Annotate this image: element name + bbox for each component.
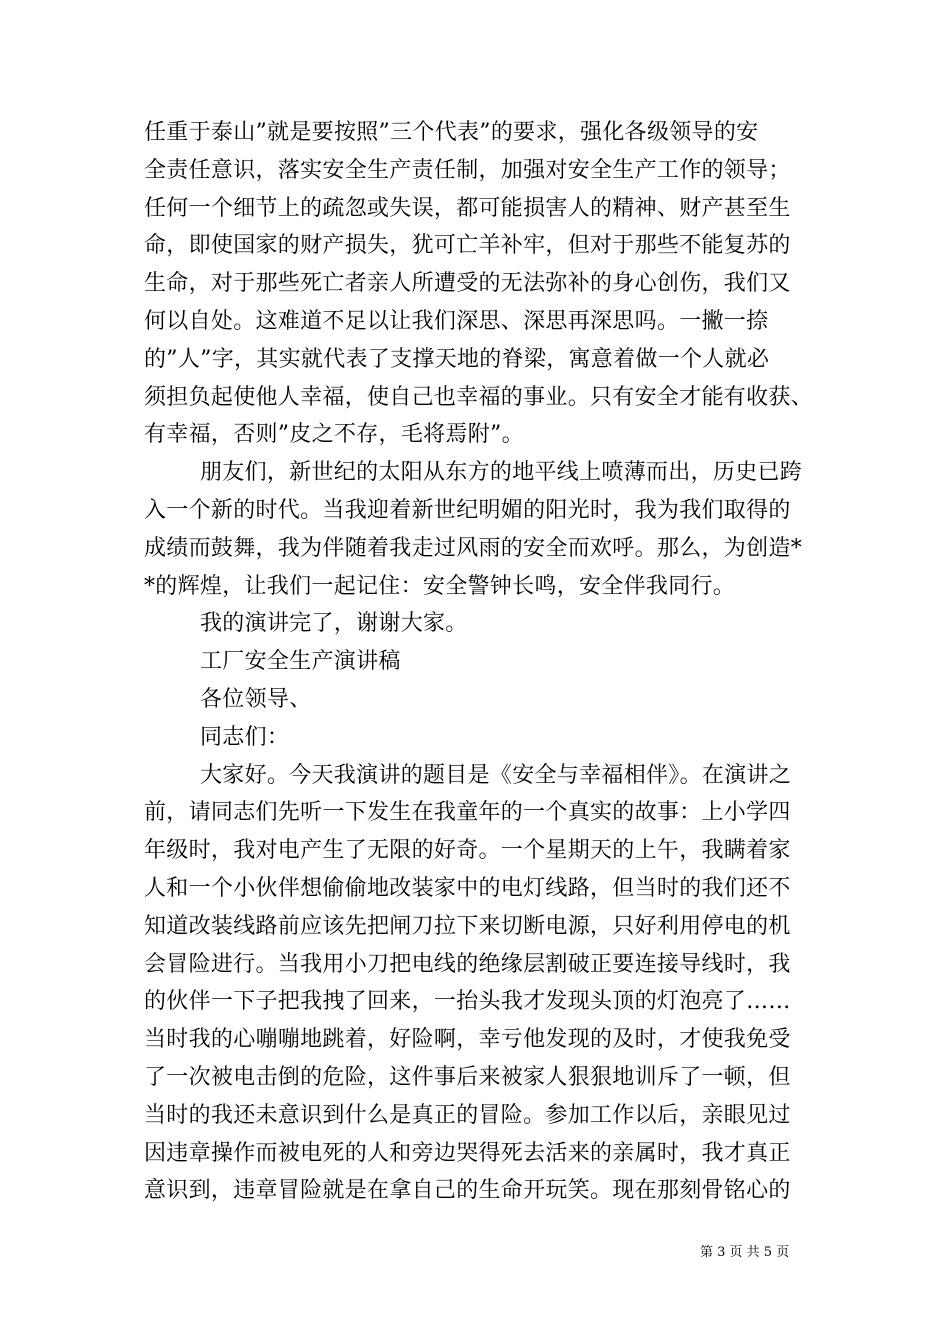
text-line: 人和一个小伙伴想偷偷地改装家中的电灯线路，但当时的我们还不	[144, 875, 791, 901]
page-number-footer: 第 3 页 共 5 页	[700, 1245, 790, 1260]
text-line: 任何一个细节上的疏忽或失误，都可能损害人的精神、财产甚至生	[144, 195, 791, 221]
text-line: 任重于泰山”就是要按照”三个代表”的要求，强化各级领导的安	[144, 120, 759, 145]
text-line: 了一次被电击倒的危险，这件事后来被家人狠狠地训斥了一顿，但	[144, 1064, 791, 1090]
text-line: 年级时，我对电产生了无限的好奇。一个星期天的上午，我瞒着家	[144, 838, 791, 864]
text-line: 朋友们，新世纪的太阳从东方的地平线上喷薄而出，历史已跨	[200, 460, 803, 486]
text-line: 生命，对于那些死亡者亲人所遭受的无法弥补的身心创伤，我们又	[144, 271, 791, 297]
text-line: 因违章操作而被电死的人和旁边哭得死去活来的亲属时，我才真正	[144, 1140, 791, 1166]
text-line: 工厂安全生产演讲稿	[200, 649, 401, 675]
text-line: 的伙伴一下子把我拽了回来，一抬头我才发现头顶的灯泡亮了……	[144, 989, 791, 1015]
text-line: 各位领导、	[200, 686, 312, 712]
text-line: 全责任意识，落实安全生产责任制，加强对安全生产工作的领导；	[144, 157, 791, 183]
text-line: 当时我的心嘣嘣地跳着，好险啊，幸亏他发现的及时，才使我免受	[144, 1027, 791, 1053]
text-line: 意识到，违章冒险就是在拿自己的生命开玩笑。现在那刻骨铭心的	[144, 1178, 791, 1204]
text-line: 知道改装线路前应该先把闸刀拉下来切断电源，只好利用停电的机	[144, 913, 791, 939]
text-line: *的辉煌，让我们一起记住：安全警钟长鸣，安全伴我同行。	[144, 573, 736, 599]
text-line: 前，请同志们先听一下发生在我童年的一个真实的故事：上小学四	[144, 800, 791, 826]
text-line: 的”人”字，其实就代表了支撑天地的脊梁，寓意着做一个人就必	[144, 346, 770, 372]
text-line: 命，即使国家的财产损失，犹可亡羊补牢，但对于那些不能复苏的	[144, 233, 791, 259]
text-line: 大家好。今天我演讲的题目是《安全与幸福相伴》。在演讲之	[200, 762, 792, 788]
text-line: 有幸福，否则”皮之不存，毛将焉附”。	[144, 422, 524, 448]
text-line: 何以自处。这难道不足以让我们深思、深思再深思吗。一撇一捺	[144, 308, 769, 334]
text-line: 须担负起使他人幸福，使自己也幸福的事业。只有安全才能有收获、	[144, 384, 814, 410]
text-line: 入一个新的时代。当我迎着新世纪明媚的阳光时，我为我们取得的	[144, 497, 791, 523]
text-line: 会冒险进行。当我用小刀把电线的绝缘层割破正要连接导线时，我	[144, 951, 791, 977]
document-body	[144, 114, 824, 1210]
text-line: 成绩而鼓舞，我为伴随着我走过风雨的安全而欢呼。那么，为创造*	[144, 535, 803, 561]
text-line: 当时的我还未意识到什么是真正的冒险。参加工作以后，亲眼见过	[144, 1102, 791, 1128]
text-line: 我的演讲完了，谢谢大家。	[200, 611, 468, 637]
text-line: 同志们：	[200, 724, 290, 750]
